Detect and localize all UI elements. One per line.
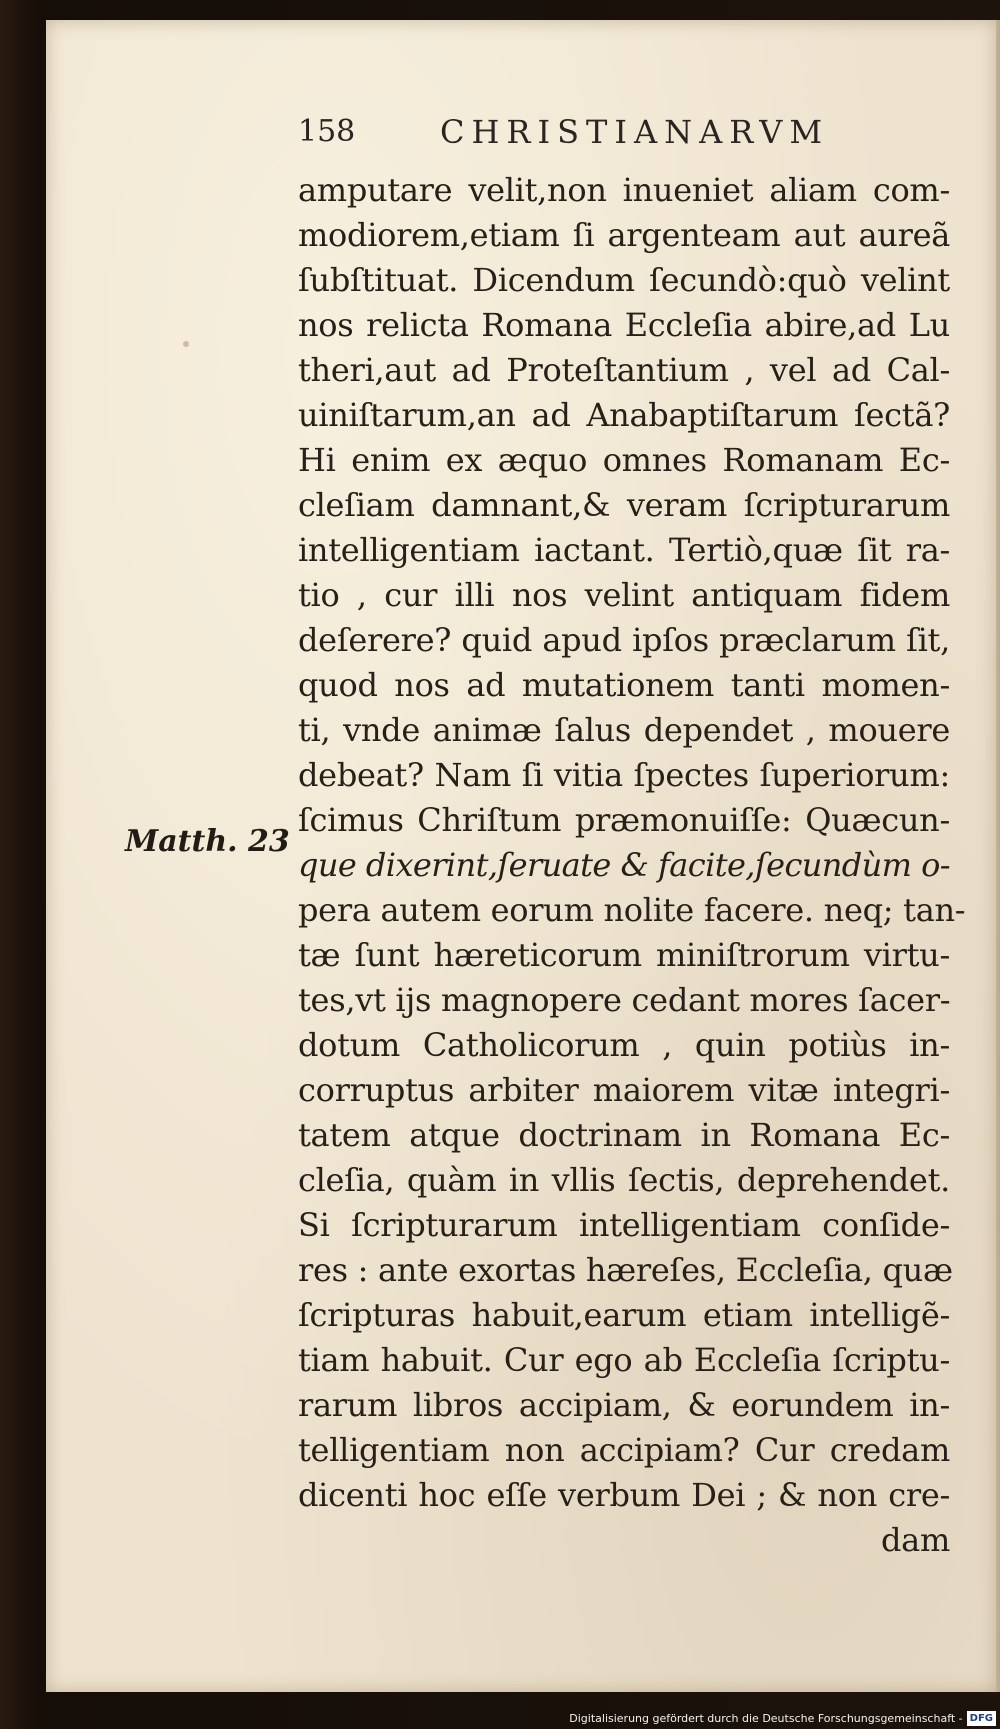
- text-line: tes,vt ijs magnopere cedant mores ſacer-: [298, 981, 951, 1019]
- credit-text: Digitalisierung gefördert durch die Deutsche Forschungsgemeinschaft -: [569, 1711, 963, 1725]
- text-line: theri,aut ad Proteſtantium , vel ad Cal-: [298, 351, 950, 389]
- text-line: tatem atque doctrinam in Romana Ec-: [298, 1116, 950, 1154]
- catchword: dam: [880, 1521, 950, 1559]
- text-line-scripture: que dixerint,ſeruate & facite,ſecundùm o-: [298, 846, 950, 884]
- text-line: corruptus arbiter maiorem vitæ integri-: [298, 1071, 950, 1109]
- margin-note: Matth. 23: [125, 824, 290, 859]
- text-line: amputare velit,non inueniet aliam com-: [298, 171, 950, 209]
- text-line: rarum libros accipiam, & eorundem in-: [298, 1386, 950, 1424]
- text-line: quod nos ad mutationem tanti momen-: [298, 666, 950, 704]
- text-line: ſubſtituat. Dicendum ſecundò:quò velint: [298, 261, 950, 299]
- text-line: nos relicta Romana Eccleſia abire,ad Lu: [298, 306, 950, 344]
- body-text: [298, 168, 966, 1563]
- text-line: ti, vnde animæ ſalus dependet , mouere: [298, 711, 950, 749]
- running-title: CHRISTIANARVM: [440, 113, 830, 151]
- text-line: debeat? Nam ſi vitia ſpectes ſuperiorum:: [298, 756, 950, 794]
- dfg-logo: DFG: [967, 1711, 996, 1726]
- text-line: tio , cur illi nos velint antiquam fidem: [298, 576, 950, 614]
- text-line: cleſia, quàm in vllis ſectis, deprehendet.: [298, 1161, 950, 1199]
- text-line: Si ſcripturarum intelligentiam conſide-: [298, 1206, 950, 1244]
- paper-spot: [183, 341, 189, 347]
- text-line: telligentiam non accipiam? Cur credam: [298, 1431, 950, 1469]
- text-line: intelligentiam iactant. Tertiò,quæ ſit ra-: [298, 531, 950, 569]
- text-line: ſcimus Chriſtum præmonuiſſe: Quæcun-: [298, 801, 950, 839]
- text-line: modiorem,etiam ſi argenteam aut aureã: [298, 216, 950, 254]
- text-line: pera autem eorum nolite facere. neq; tan-: [298, 891, 966, 929]
- text-line: Hi enim ex æquo omnes Romanam Ec-: [298, 441, 950, 479]
- text-line: uiniſtarum,an ad Anabaptiſtarum ſectã?: [298, 396, 950, 434]
- digitization-credit: [569, 1709, 996, 1727]
- text-line: tiam habuit. Cur ego ab Eccleſia ſcriptu-: [298, 1341, 950, 1379]
- text-line: ſcripturas habuit,earum etiam intelligẽ-: [298, 1296, 950, 1334]
- text-line: dicenti hoc eſſe verbum Dei ; & non cre-: [298, 1476, 950, 1514]
- page-number: 158: [298, 114, 356, 149]
- text-line: tæ ſunt hæreticorum miniſtrorum virtu-: [298, 936, 950, 974]
- text-line: dotum Catholicorum , quin potiùs in-: [298, 1026, 950, 1064]
- page-header: [298, 112, 858, 160]
- text-line: deſerere? quid apud ipſos præclarum ſit,: [298, 621, 950, 659]
- text-line: res : ante exortas hæreſes, Eccleſia, quæ: [298, 1251, 953, 1289]
- text-line: cleſiam damnant,& veram ſcripturarum: [298, 486, 950, 524]
